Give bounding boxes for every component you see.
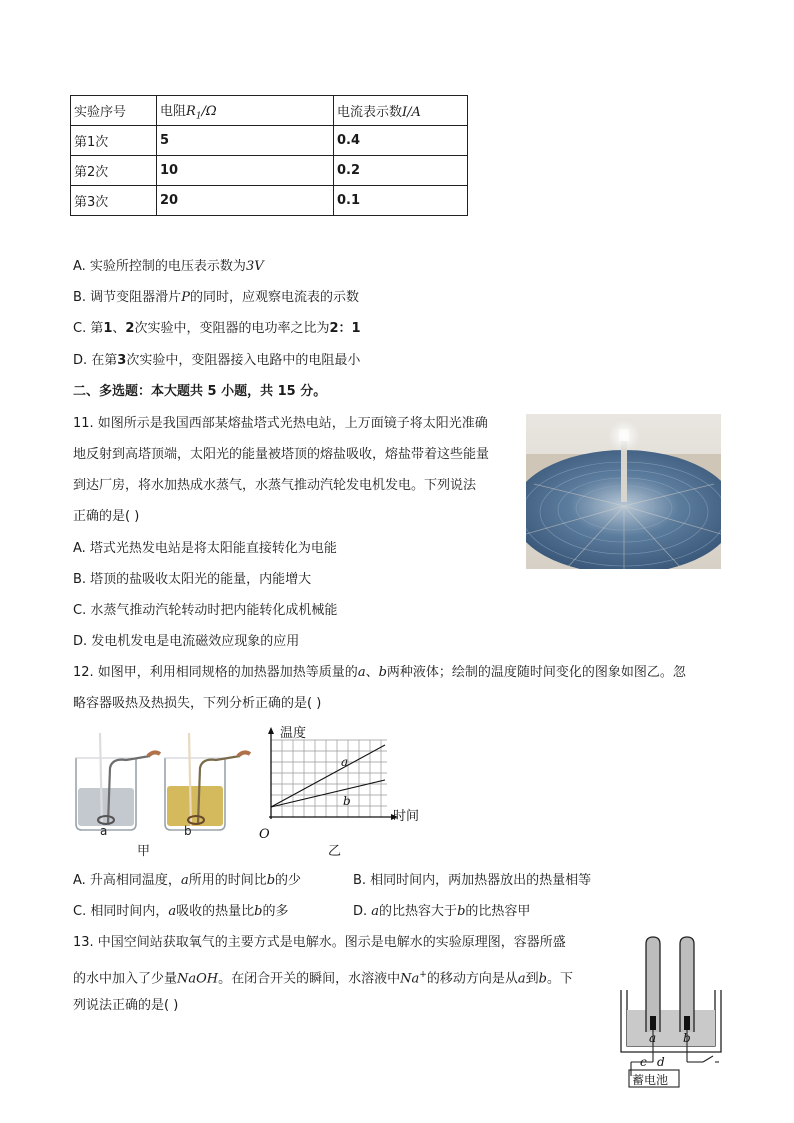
stem-text: 、: [365, 665, 379, 680]
q13-stem-line2: [73, 966, 573, 988]
option-text: A. 升高相同温度，: [73, 873, 181, 888]
resistance-unit: /Ω: [201, 103, 217, 119]
option-number: 1: [103, 321, 113, 336]
q11-option-d: D. 发电机发电是电流磁效应现象的应用: [73, 634, 300, 649]
stem-text: 12. 如图甲，利用相同规格的加热器加热等质量的: [73, 665, 358, 680]
points-total: 15: [277, 384, 296, 399]
table-row: [71, 186, 468, 216]
stem-text: 的移动方向是从: [426, 971, 518, 987]
label-a: a: [649, 1031, 657, 1045]
liquid-a: a: [168, 904, 177, 919]
stem-text: 到: [525, 971, 539, 987]
current-unit: /A: [407, 105, 421, 120]
graph-grid: [271, 740, 387, 817]
section-2-heading: [73, 383, 326, 401]
liquid-b: b: [254, 904, 263, 919]
line-b-label: b: [343, 794, 351, 808]
liquid-a: a: [371, 904, 380, 919]
option-number: 2: [125, 321, 135, 336]
beaker-b: [164, 733, 250, 830]
y-axis-arrow: [268, 727, 274, 734]
temperature-time-graph: [255, 722, 430, 862]
line-a-label: a: [341, 755, 349, 769]
option-text: 的比热容大于: [379, 904, 458, 919]
option-text: 、: [112, 321, 126, 336]
electrode-a: a: [517, 971, 526, 987]
q13-stem-line3: 列说法正确的是( ): [73, 998, 179, 1013]
option-text: A. 实验所控制的电压表示数为: [73, 259, 246, 274]
liquid-b: b: [378, 665, 387, 680]
table-header-cell: [334, 96, 468, 126]
solar-tower-photo: [526, 414, 721, 569]
power-ratio: 2：1: [329, 321, 361, 336]
q11-option-b: B. 塔顶的盐吸收太阳光的能量，内能增大: [73, 572, 312, 587]
stem-text: 两种液体；绘制的温度随时间变化的图象如图乙。忽: [386, 665, 686, 680]
figure-yi-label: 乙: [328, 844, 342, 859]
q10-option-b: [73, 289, 359, 307]
liquid-a: a: [357, 665, 366, 680]
table-cell: 0.4: [334, 126, 468, 156]
table-cell: 20: [157, 186, 334, 216]
beaker-b-label: b: [184, 824, 192, 838]
label-d: d: [657, 1055, 665, 1069]
stem-text: 的水中加入了少量: [73, 971, 178, 987]
table-header-row: [71, 96, 468, 126]
q11-stem-line: 正确的是( ): [73, 509, 140, 524]
beaker-a: [75, 733, 160, 830]
table-cell: 第1次: [71, 126, 157, 156]
ion-charge: +: [419, 970, 427, 980]
q12-option-c: [73, 903, 288, 921]
option-text: 的同时，应观察电流表的示数: [189, 290, 359, 305]
q12-option-b: B. 相同时间内，两加热器放出的热量相等: [353, 873, 592, 888]
header-text: 电阻: [160, 103, 187, 119]
q12-option-d: [353, 903, 530, 921]
line-a: [271, 745, 385, 807]
table-header-cell: 实验序号: [71, 96, 157, 126]
q10-option-c: [73, 320, 361, 338]
q11-option-a: A. 塔式光热发电站是将太阳能直接转化为电能: [73, 541, 337, 556]
option-text: 次实验中，变阻器的电功率之比为: [134, 321, 330, 336]
option-text: 次实验中，变阻器接入电路中的电阻最小: [126, 353, 361, 368]
beaker-a-label: a: [100, 824, 108, 838]
table-cell: 第3次: [71, 186, 157, 216]
table-header-cell: [157, 96, 334, 126]
heading-text: 小题，共: [216, 384, 278, 399]
q11-stem-line: 地反射到高塔顶端，太阳光的能量被塔顶的熔盐吸收，熔盐带着这些能量: [73, 447, 490, 462]
liquid-b: b: [457, 904, 466, 919]
origin-label: O: [259, 827, 270, 842]
table-cell: 0.2: [334, 156, 468, 186]
heading-text: 二、多选题：本大题共: [73, 384, 208, 399]
y-axis-label: 温度: [280, 726, 307, 741]
table-cell: 5: [157, 126, 334, 156]
resistance-subscript: 1: [195, 111, 202, 122]
option-text: C. 相同时间内，: [73, 904, 169, 919]
stem-text: 。在闭合开关的瞬间，水溶液中: [218, 971, 401, 987]
q11-stem-line: 11. 如图所示是我国西部某熔盐塔式光热电站，上万面镜子将太阳光准确: [73, 416, 488, 431]
label-b: b: [683, 1031, 691, 1045]
current-symbol: I: [402, 105, 408, 120]
option-text: D. 在第: [73, 353, 118, 368]
option-text: 吸收的热量比: [176, 904, 255, 919]
water: [627, 1010, 715, 1046]
option-text: 的少: [275, 873, 302, 888]
table-row: [71, 156, 468, 186]
sodium-ion: Na: [400, 971, 420, 987]
electrode-b: b: [538, 971, 547, 987]
option-number: 3: [117, 353, 127, 368]
option-text: 所用的时间比: [188, 873, 267, 888]
table-cell: 第2次: [71, 156, 157, 186]
q10-option-a: [73, 258, 264, 276]
experiment-table: [70, 95, 468, 216]
electrode-a-block: [650, 1016, 656, 1030]
battery-label: 蓄电池: [632, 1073, 669, 1087]
question-count: 5: [207, 384, 217, 399]
naoh-formula: NaOH: [177, 971, 219, 987]
heading-text: 分。: [295, 384, 327, 399]
option-text: 的比热容甲: [465, 904, 531, 919]
q13-stem-line1: 13. 中国空间站获取氧气的主要方式是电解水。图示是电解水的实验原理图，容器所盛: [73, 935, 566, 950]
table-cell: 0.1: [334, 186, 468, 216]
header-text: 电流表示数: [337, 105, 403, 120]
q10-option-d: [73, 352, 360, 370]
liquid-b: b: [266, 873, 276, 888]
q12-option-a: [73, 872, 301, 890]
option-text: D.: [353, 904, 372, 919]
liquid-a: a: [180, 873, 189, 888]
q11-stem-line: 到达厂房，将水加热成水蒸气，水蒸气推动汽轮发电机发电。下列说法: [73, 478, 477, 493]
q11-option-c: C. 水蒸气推动汽轮转动时把内能转化成机械能: [73, 603, 338, 618]
q12-stem-line2: 略容器吸热及热损失，下列分析正确的是( ): [73, 696, 322, 711]
figure-jia-label: 甲: [137, 844, 151, 859]
option-text: C. 第: [73, 321, 104, 336]
table-cell: 10: [157, 156, 334, 186]
stem-text: 。下: [546, 971, 573, 987]
electrolysis-figure: [615, 932, 727, 1090]
voltage-value: 3V: [245, 259, 264, 274]
slider-symbol: P: [181, 290, 190, 305]
switch: [703, 1056, 713, 1062]
resistance-symbol: R: [186, 103, 196, 119]
table-row: [71, 126, 468, 156]
option-text: 的多: [262, 904, 289, 919]
electrode-b-block: [684, 1016, 690, 1030]
label-c: c: [640, 1055, 647, 1069]
q12-stem-line1: [73, 664, 686, 682]
option-text: B. 调节变阻器滑片: [73, 290, 182, 305]
x-axis-label: 时间: [393, 809, 420, 824]
beakers-figure: [70, 728, 260, 860]
